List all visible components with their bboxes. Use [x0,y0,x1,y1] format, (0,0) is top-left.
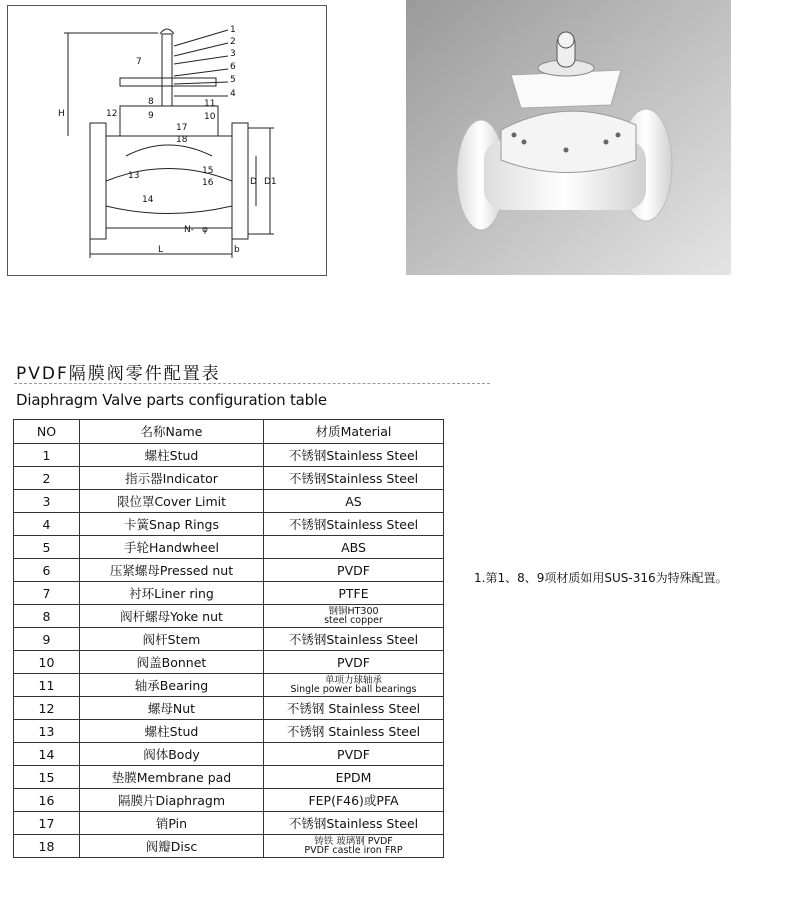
part-no: 9 [14,628,80,651]
callout-16: 16 [202,178,214,188]
part-material: 不锈钢Stainless Steel [264,628,444,651]
part-material: AS [264,490,444,513]
part-no: 15 [14,766,80,789]
dim-n-label: N- [184,225,194,235]
dim-phi-label: φ [202,225,208,235]
callout-7: 7 [136,57,142,67]
part-name: 指示器Indicator [80,467,264,490]
valve-photo-svg [406,0,731,275]
part-no: 18 [14,835,80,858]
part-material: ABS [264,536,444,559]
table-header-row [14,420,444,444]
table-row [14,513,444,536]
part-name: 衬环Liner ring [80,582,264,605]
table-row [14,559,444,582]
part-name: 螺母Nut [80,697,264,720]
part-name: 隔膜片Diaphragm [80,789,264,812]
title-divider [14,383,490,384]
callout-14: 14 [142,195,154,205]
callout-5: 5 [230,75,236,85]
page-title-cn: PVDF隔膜阀零件配置表 [16,364,221,384]
material-note: 1.第1、8、9项材质如用SUS-316为特殊配置。 [474,571,728,585]
part-name: 螺柱Stud [80,720,264,743]
part-material-line2: PVDF castle iron FRP [304,845,403,856]
part-no: 11 [14,674,80,697]
callout-13: 13 [128,171,140,181]
header-material: 材质Material [264,420,444,444]
part-name: 垫膜Membrane pad [80,766,264,789]
page-title-en: Diaphragm Valve parts configuration table [16,391,327,409]
valve-section-svg [8,6,328,277]
part-no: 12 [14,697,80,720]
part-name: 压紧螺母Pressed nut [80,559,264,582]
callout-11: 11 [204,99,216,109]
part-material-line2: steel copper [324,615,383,626]
callout-15: 15 [202,166,214,176]
callout-9: 9 [148,111,154,121]
part-material: 不锈钢Stainless Steel [264,812,444,835]
part-no: 8 [14,605,80,628]
part-no: 2 [14,467,80,490]
part-material: PVDF [264,743,444,766]
part-name: 阀瓣Disc [80,835,264,858]
part-no: 3 [14,490,80,513]
table-row [14,651,444,674]
table-row [14,743,444,766]
table-row [14,835,444,858]
part-material: 不锈钢 Stainless Steel [264,720,444,743]
part-name: 阀盖Bonnet [80,651,264,674]
callout-10: 10 [204,112,216,122]
part-material: 不锈钢Stainless Steel [264,513,444,536]
callout-3: 3 [230,49,236,59]
dim-d-label: D [250,177,257,187]
table-row [14,605,444,628]
valve-product-photo [406,0,731,275]
callout-8: 8 [148,97,154,107]
part-name: 阀杆Stem [80,628,264,651]
part-material: FEP(F46)或PFA [264,789,444,812]
handwheel-outline [120,78,216,86]
table-row [14,628,444,651]
callout-2: 2 [230,37,236,47]
part-name: 销Pin [80,812,264,835]
valve-technical-drawing [7,5,327,276]
part-no: 6 [14,559,80,582]
part-name: 卡簧Snap Rings [80,513,264,536]
table-row [14,697,444,720]
part-no: 10 [14,651,80,674]
part-no: 5 [14,536,80,559]
callout-18: 18 [176,135,188,145]
table-row [14,536,444,559]
dim-h-label: H [58,109,65,119]
part-material: 不锈钢Stainless Steel [264,444,444,467]
part-material: PVDF [264,559,444,582]
table-row [14,812,444,835]
part-material-line1: 单项力球轴承 [324,674,382,686]
dim-b-label: b [234,245,240,255]
part-name: 手轮Handwheel [80,536,264,559]
dim-d1-label: D1 [264,177,277,187]
part-material [264,674,444,697]
left-flange [90,123,106,239]
part-no: 17 [14,812,80,835]
table-row [14,582,444,605]
part-no: 13 [14,720,80,743]
parts-table [13,419,444,858]
part-no: 7 [14,582,80,605]
part-name: 轴承Bearing [80,674,264,697]
part-name: 阀杆螺母Yoke nut [80,605,264,628]
callout-12: 12 [106,109,118,119]
part-no: 4 [14,513,80,536]
part-name: 阀体Body [80,743,264,766]
part-no: 14 [14,743,80,766]
callout-17: 17 [176,123,188,133]
table-row [14,789,444,812]
table-row [14,490,444,513]
table-row [14,766,444,789]
part-material [264,835,444,858]
stem-outline [162,34,172,106]
table-row [14,444,444,467]
table-row [14,720,444,743]
table-row [14,674,444,697]
parts-table-body [14,444,444,858]
part-material: PTFE [264,582,444,605]
part-name: 限位罩Cover Limit [80,490,264,513]
part-material-line2: Single power ball bearings [290,684,417,695]
table-row [14,467,444,490]
part-material: PVDF [264,651,444,674]
part-material: 不锈钢Stainless Steel [264,467,444,490]
right-flange [232,123,248,239]
header-name: 名称Name [80,420,264,444]
callout-6: 6 [230,62,236,72]
callout-1: 1 [230,25,236,35]
part-no: 1 [14,444,80,467]
part-no: 16 [14,789,80,812]
part-material [264,605,444,628]
part-material-line1: 铸铁 玻璃钢 PVDF [314,835,393,847]
part-material: EPDM [264,766,444,789]
part-name: 螺柱Stud [80,444,264,467]
part-material-line1: 钢铜HT300 [328,605,379,617]
header-no: NO [14,420,80,444]
part-material: 不锈钢 Stainless Steel [264,697,444,720]
callout-4: 4 [230,89,236,99]
dim-l-label: L [158,245,164,255]
